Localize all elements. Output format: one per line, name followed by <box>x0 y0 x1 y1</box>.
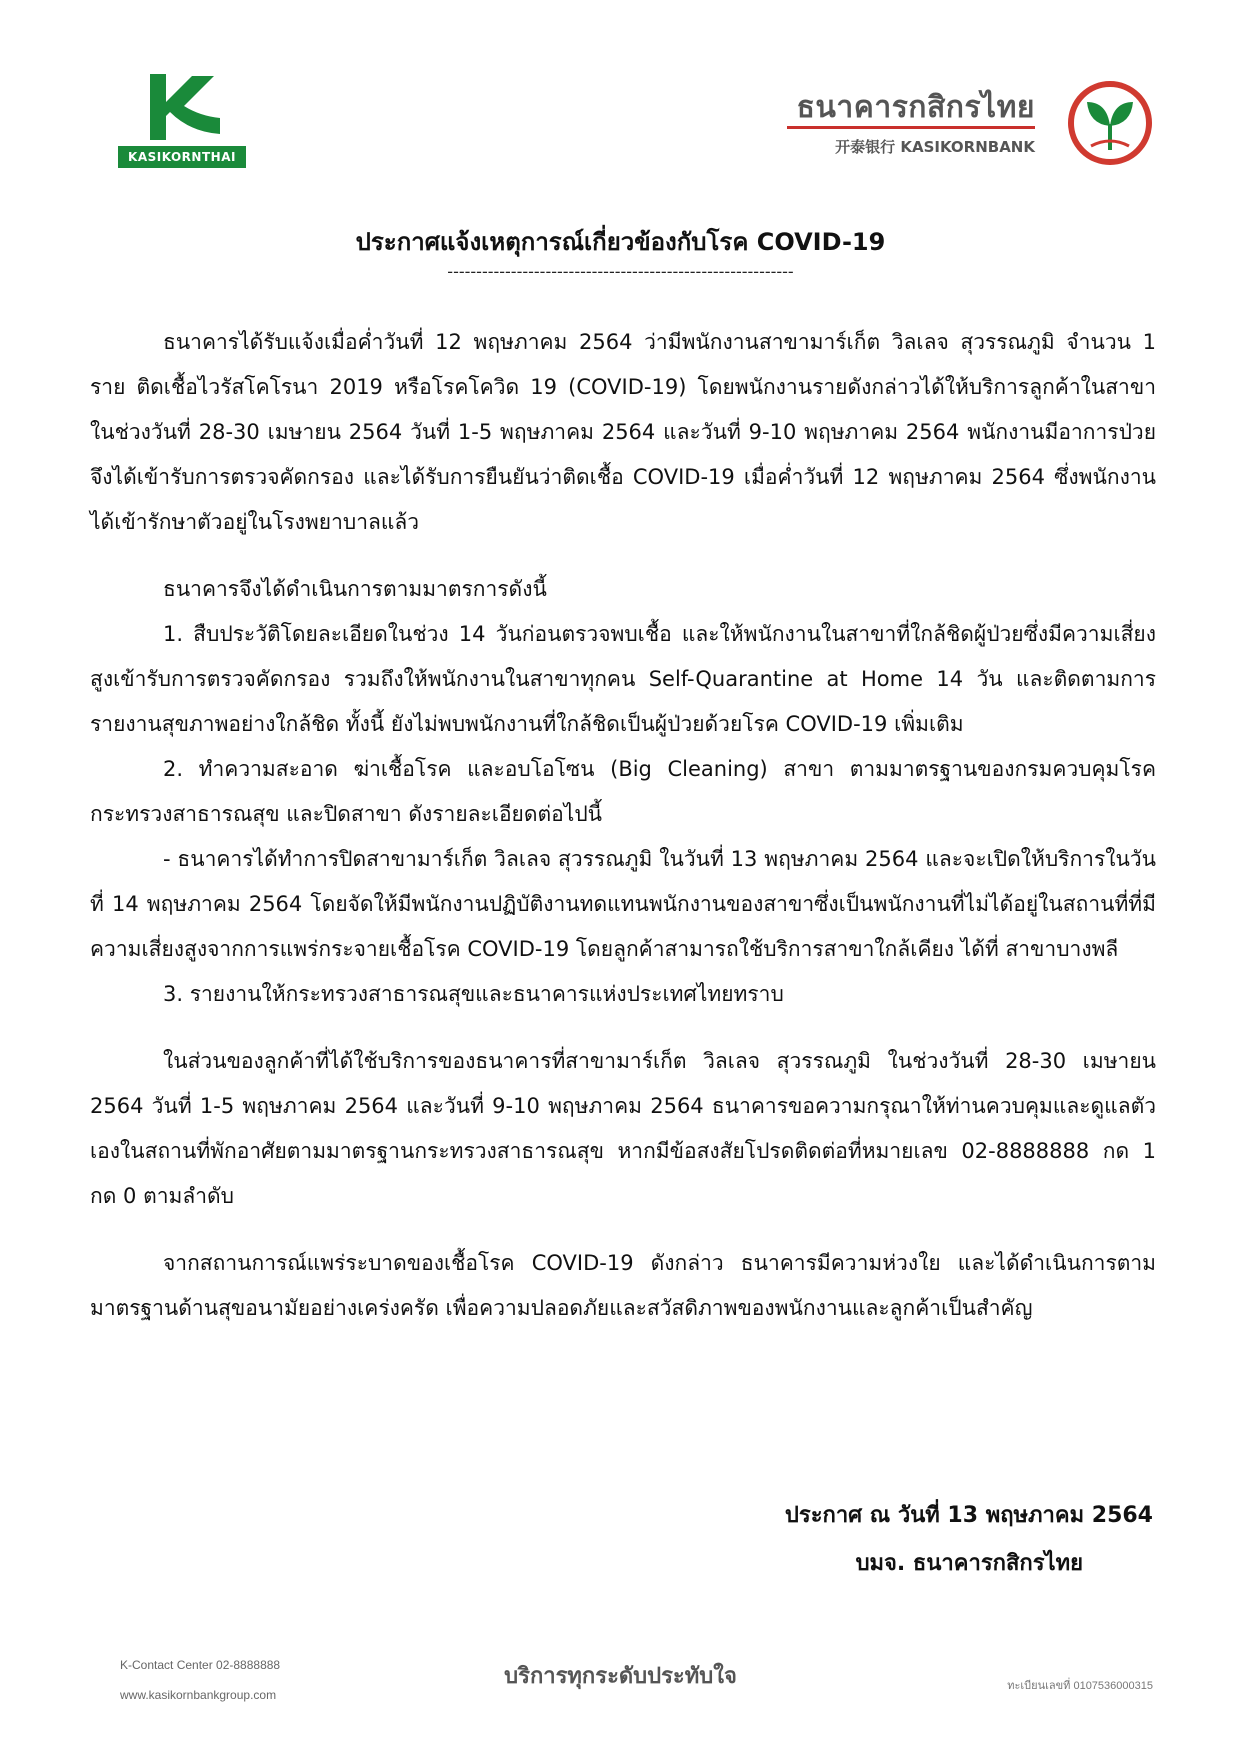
kasikornthai-label: KASIKORNTHAI <box>118 146 246 168</box>
footer-slogan: บริการทุกระดับประทับใจ <box>504 1664 737 1689</box>
kasikornbank-logo <box>781 80 1153 166</box>
title-divider: ------------------------------------------------------------ <box>447 262 794 281</box>
measure-item-2: 2. ทำความสะอาด ฆ่าเชื้อโรค และอบโอโซน (Big Cleaning) สาขา ตามมาตรฐานของกรมควบคุมโรค กระทรวงสาธารณสุข และปิดสาขา ดังรายละเอียดต่อไปนี้ <box>90 757 1156 826</box>
logo-red-rule <box>787 126 1035 129</box>
bank-seal-icon <box>1067 80 1153 166</box>
k-letter-icon <box>136 72 226 142</box>
announcement-title: ประกาศแจ้งเหตุการณ์เกี่ยวข้องกับโรค COVID-19 <box>355 228 886 256</box>
paragraph-incident: ธนาคารได้รับแจ้งเมื่อค่ำวันที่ 12 พฤษภาคม 2564 ว่ามีพนักงานสาขามาร์เก็ต วิลเลจ สุวรรณภูมิ จำนวน 1 ราย ติดเชื้อไวรัสโคโรนา 2019 หรือโรคโควิด 19 (COVID-19) โดยพนักงานรายดังกล่าวได้ให้บริการลูกค้าในสาขา ในช่วงวันที่ 28-30 เมษายน 2564 วันที่ 1-5 พฤษภาคม 2564 และวันที่ 9-10 พฤษภาคม 2564 พนักงานมีอาการป่วยจึงได้เข้ารับการตรวจคัดกรอง และได้รับการยืนยันว่าติดเชื้อ COVID-19 เมื่อค่ำวันที่ 12 พฤษภาคม 2564 ซึ่งพนักงานได้เข้ารักษาตัวอยู่ในโรงพยาบาลแล้ว <box>90 330 1156 534</box>
signature-block <box>785 1492 1153 1588</box>
kasikornthai-logo <box>118 72 246 170</box>
bank-thai-name: ธนาคารกสิกรไทย <box>796 90 1035 125</box>
paragraph-closing: จากสถานการณ์แพร่ระบาดของเชื้อโรค COVID-19 ดังกล่าว ธนาคารมีความห่วงใย และได้ดำเนินการตามมาตรฐานด้านสุขอนามัยอย่างเคร่งครัด เพื่อความปลอดภัยและสวัสดิภาพของพนักงานและลูกค้าเป็นสำคัญ <box>90 1251 1156 1320</box>
paragraph-customers: ในส่วนของลูกค้าที่ได้ใช้บริการของธนาคารที่สาขามาร์เก็ต วิลเลจ สุวรรณภูมิ ในช่วงวันที่ 28-30 เมษายน 2564 วันที่ 1-5 พฤษภาคม 2564 และวันที่ 9-10 พฤษภาคม 2564 ธนาคารขอความกรุณาให้ท่านควบคุมและดูแลตัวเองในสถานที่พักอาศัยตามมาตรฐานกระทรวงสาธารณสุข หากมีข้อสงสัยโปรดติดต่อที่หมายเลข 02-8888888 กด 1 กด 0 ตามลำดับ <box>90 1049 1156 1208</box>
announcement-date: ประกาศ ณ วันที่ 13 พฤษภาคม 2564 <box>784 1503 1153 1528</box>
measure-item-3: 3. รายงานให้กระทรวงสาธารณสุขและธนาคารแห่งประเทศไทยทราบ <box>163 982 784 1006</box>
announcement-body <box>90 320 1156 1331</box>
website-link[interactable]: www.kasikornbankgroup.com <box>120 1688 277 1702</box>
paragraph-measures-intro: ธนาคารจึงได้ดำเนินการตามมาตรการดังนี้ <box>163 577 547 601</box>
contact-center: K-Contact Center 02-8888888 <box>120 1658 281 1672</box>
issuing-organization: บมจ. ธนาคารกสิกรไทย <box>855 1551 1083 1576</box>
registration-number: ทะเบียนเลขที่ 0107536000315 <box>1007 1680 1153 1692</box>
measure-item-1: 1. สืบประวัติโดยละเอียดในช่วง 14 วันก่อนตรวจพบเชื้อ และให้พนักงานในสาขาที่ใกล้ชิดผู้ป่วยซึ่งมีความเสี่ยงสูงเข้ารับการตรวจคัดกรอง รวมถึงให้พนักงานในสาขาทุกคน Self-Quarantine at Home 14 วัน และติดตามการรายงานสุขภาพอย่างใกล้ชิด ทั้งนี้ ยังไม่พบพนักงานที่ใกล้ชิดเป็นผู้ป่วยด้วยโรค COVID-19 เพิ่มเติม <box>90 622 1156 736</box>
measure-item-2-detail: - ธนาคารได้ทำการปิดสาขามาร์เก็ต วิลเลจ สุวรรณภูมิ ในวันที่ 13 พฤษภาคม 2564 และจะเปิดให้บริการในวันที่ 14 พฤษภาคม 2564 โดยจัดให้มีพนักงานปฏิบัติงานทดแทนพนักงานของสาขาซึ่งเป็นพนักงานที่ไม่ได้อยู่ในสถานที่ที่มีความเสี่ยงสูงจากการแพร่กระจายเชื้อโรค COVID-19 โดยลูกค้าสามารถใช้บริการสาขาใกล้เคียง ได้ที่ สาขาบางพลี <box>90 847 1156 961</box>
bank-english-name: 开泰银行 KASIKORNBANK <box>835 138 1035 156</box>
